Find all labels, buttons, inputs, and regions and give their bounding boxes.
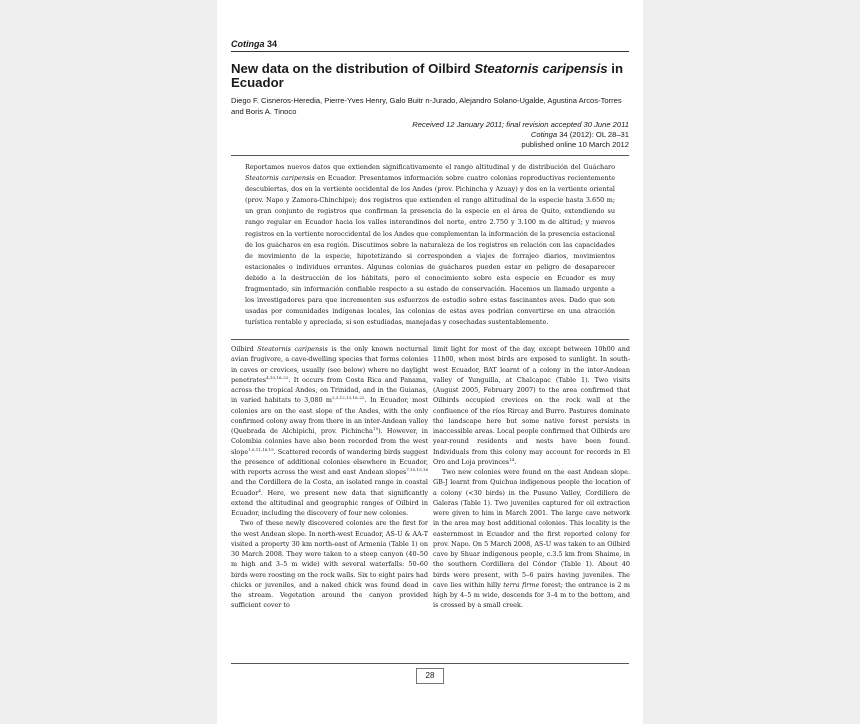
body-column-left (231, 344, 428, 611)
publication-info (309, 120, 629, 150)
paragraph: limit light for most of the day, except between 10h00 and 11h00, when most birds are exposed to sunlight. In south-west Ecuador, BAT learnt of a colony in the inter-Andean valley of Yunguilla, at Chalcapac (Table 1). Two visits (August 2005, February 2007) to the area confirmed that Oilbirds occupied crevices on the rock wall at the confluence of the ríos Rircay and Burro. Pastures dominate the landscape here but some native forest persists in inaccessible areas. Local people confirmed that Oilbirds are year-round residents and nests have been found. Individuals from this colony may account for records in El Oro and Loja provinces$^{14}$. (433, 345, 630, 466)
author-list: Diego F. Cisneros-Heredia, Pierre-Yves Henry, Galo Buitr n-Jurado, Alejandro Solano-Ugalde, Agustina Arcos-Torres and Boris A. Tinoco (231, 96, 622, 116)
citation-superscript: 1,6,11,16,19 (248, 446, 274, 452)
citation-superscript: 4 (258, 487, 261, 493)
article-title: New data on the distribution of Oilbird Steatornis caripensis in Ecuador (231, 61, 624, 90)
received-dates: Received 12 January 2011; final revision accepted 30 June 2011 (412, 120, 629, 129)
paragraph: Oilbird Steatornis caripensis is the only known nocturnal avian frugivore, a cave-dwelling species that forms colonies in caves or crevices, usually (see below) where no daylight penetrates$^{4,10,16-22}$. It occurs from Costa Rica and Panama, across the tropical Andes, on Trinidad, and in the Guianas, in varied habitats to 3,080 $m^{2,3,12,13,16-22}$. In Ecuador, most colonies are on the east slope of the Andes, with the only confirmed colony away from there in an inter-Andean valley (Quebrada de Alchipichi, prov. Pichincha$^{15}$). However, in Colombia colonies have also been recorded from the west slope$^{1,6,11,16,19}$. Scattered records of wandering birds suggest the presence of additional colonies elsewhere in Ecuador, with reports across the west and east Andean slopes$^{7,10,15,16}$ and the Cordillera de la Costa, an isolated range in coastal Ecuador$^4$. Here, we present new data that significantly extend the altitudinal and geographic ranges of Oilbird in Ecuador, including the discovery of four new colonies. (231, 345, 429, 517)
running-head (231, 39, 277, 49)
citation-superscript: 2,3,12,13,16–22 (332, 395, 365, 401)
citation-superscript: 15 (373, 425, 379, 431)
body-column-right (433, 344, 630, 611)
published-date: published online 10 March 2012 (521, 140, 629, 149)
citation-superscript: 4,10,16–22 (266, 374, 289, 380)
citation-superscript: 7,10,15,16 (406, 466, 428, 472)
citation-superscript: 14 (509, 456, 515, 462)
volume-number: 34 (267, 39, 278, 49)
journal-name: Cotinga (231, 39, 265, 49)
page-number: 28 (416, 668, 444, 684)
abstract-bottom-rule (231, 339, 629, 340)
citation: Cotinga 34 (2012): OL 28–31 (530, 130, 629, 139)
header-rule (231, 51, 629, 52)
title-species: Steatornis caripensis (474, 61, 608, 76)
paragraph: Two new colonies were found on the east Andean slope. GB-J learnt from Quichua indigenous people the location of a colony (<30 birds) in the Pusuno Valley, Cordillera de Galeras (Table 1). Two juveniles captured for oil extraction were given to him in March 2001. The large cave network in the area may host additional colonies. This locality is the easternmost in Ecuador and the first reported colony for prov. Napo. On 5 March 2008, AS-U was taken to an Oilbird cave by Shuar indigenous people, c.3.5 km from Shaime, in the southern Cordillera del Cóndor (Table 1). About 40 birds were present, with 5–6 pairs having juveniles. The cave lies within hilly terra firme forest; the entrance is 2 m high by 4–5 m wide, descends for 3–4 m to the bottom, and is crossed by a small creek. (433, 468, 630, 610)
abstract: Reportamos nuevos datos que extienden significativamente el rango altitudinal y de distribución del Guácharo Steatornis caripensis en Ecuador. Presentamos información sobre cuatro colonias reproductivas recientemente descubiertas, dos en la vertiente occidental de los Andes (prov. Pichincha y Azuay) y dos en la vertiente oriental (prov. Napo y Zamora-Chinchipe); dos registros que extienden el rango altitudinal de la especie hasta 3.650 m; un gran conjunto de registros que confirman la presencia de la especie en el área de Quito, extendiendo su rango regular en Ecuador hacia los valles interandinos del norte, entre 2.750 y 3.100 m de altitud; y nuevos registros en la vertiente noroccidental de los Andes que complementan la información de la presencia estacional de los guácharos en esa región. Discutimos sobre la naturaleza de los registros en relación con las capacidades de movimiento de la especie, hipotetizando si corresponden a viajes de forrajeo diarios, movimientos estacionales o individuos errantes. Algunas colonias de guácharos pueden estar en peligro de desaparecer debido a la destrucción de los hábitats, pero el conocimiento sobre esta especie en Ecuador es muy fragmentado, sin información confiable respecto a su estado de conservación. Hacemos un llamado urgente a los investigadores para que incrementen sus esfuerzos de estudio sobre estas fascinantes aves. Dado que son usadas por comunidades indígenas locales, las colonias de estas aves podrían convertirse en una atracción turística rentable y apreciada, si son estudiadas, manejadas y cosechadas sustentablemente. (245, 163, 616, 327)
abstract-top-rule (231, 155, 629, 156)
paragraph: Two of these newly discovered colonies are the first for the west Andean slope. In north-west Ecuador, AS-U & AA-T visited a property 30 km north-east of Armenia (Table 1) on 30 March 2008. They were taken to a steep canyon (40–50 m high and 3–5 m wide) with several waterfalls: 50–60 birds were roosting on the rock walls. Six to eight pairs had chicks or juveniles, and a naked chick was found dead in the stream. Vegetation around the canyon provided sufficient cover to (231, 519, 428, 610)
footer-rule (231, 663, 629, 664)
article-page (217, 0, 643, 724)
